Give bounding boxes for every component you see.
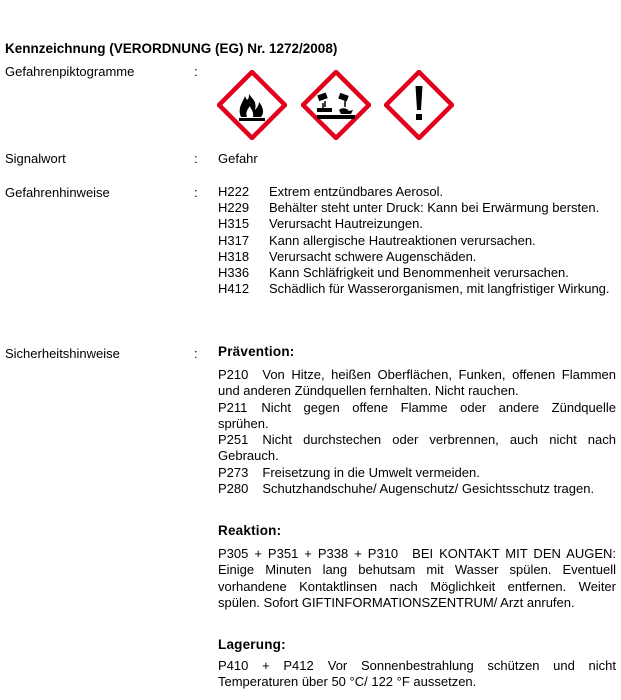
storage-title: Lagerung: [218, 637, 286, 652]
flame-icon [217, 70, 287, 140]
precaution-text: Vor Sonnenbestrahlung schützen und nicht Temperaturen über 50 °C/ 122 °F aussetzen. [218, 658, 617, 690]
hazard-text: Extrem entzündbares Aerosol. [269, 184, 444, 199]
hazard-row [218, 282, 616, 296]
hazards-label: Gefahrenhinweise [5, 185, 110, 200]
precaution-code: P210 [218, 367, 249, 382]
hazard-text: Kann Schläfrigkeit und Benommenheit verursachen. [269, 265, 569, 281]
precaution-item [218, 367, 616, 400]
reaction-title: Reaktion: [218, 523, 282, 538]
precaution-code: P305 + P351 + P338 + P310 [218, 546, 399, 561]
heading: Kennzeichnung (VERORDNUNG (EG) Nr. 1272/2008) [5, 41, 338, 56]
prevention-section [218, 344, 616, 497]
hazard-statements [218, 185, 616, 296]
hazard-text: Verursacht Hautreizungen. [269, 216, 423, 232]
hazard-code: H315 [218, 216, 250, 232]
precaution-code: P280 [218, 481, 249, 497]
reaction-section [218, 523, 616, 611]
precaution-text: Nicht gegen offene Flamme oder andere Zündquelle sprühen. [218, 399, 616, 431]
pictograms-colon: : [194, 64, 198, 79]
hazard-code: H229 [218, 200, 250, 216]
prevention-title: Prävention: [218, 344, 295, 359]
precaution-item [218, 546, 616, 611]
hazard-code: H412 [218, 281, 250, 297]
hazard-text: Kann allergische Hautreaktionen verursachen. [269, 232, 536, 248]
precaution-text: Nicht durchstechen oder verbrennen, auch nicht nach Gebrauch. [218, 432, 616, 464]
precaution-code: P211 [218, 399, 248, 415]
hazard-row [218, 250, 616, 264]
signal-colon: : [194, 151, 198, 166]
hazard-text: Verursacht schwere Augenschäden. [269, 248, 477, 264]
hazard-row [218, 201, 616, 215]
precaution-text: Von Hitze, heißen Oberflächen, Funken, offenen Flammen und anderen Zündquellen fernhalten. Nicht rauchen. [218, 367, 616, 399]
safety-label: Sicherheitshinweise [5, 346, 120, 361]
exclamation-mark-icon [384, 70, 454, 140]
pictograms-label: Gefahrenpiktogramme [5, 64, 135, 79]
storage-section [218, 637, 616, 691]
safety-colon: : [194, 346, 198, 361]
signal-value: Gefahr [218, 151, 258, 166]
hazard-row [218, 217, 616, 231]
precaution-text: BEI KONTAKT MIT DEN AUGEN: Einige Minuten lang behutsam mit Wasser spülen. Eventuell vorhandene Kontaktlinsen nach Möglichkeit entfernen. Weiter spülen. Sofort GIFTINFORMATIONSZENTRUM/ Arzt anrufen. [218, 546, 616, 610]
hazard-row [218, 185, 616, 199]
precaution-item [218, 658, 616, 691]
precaution-item [218, 432, 616, 465]
precaution-text: Freisetzung in die Umwelt vermeiden. [262, 464, 480, 480]
hazard-code: H222 [218, 184, 250, 199]
precaution-text: Schutzhandschuhe/ Augenschutz/ Gesichtsschutz tragen. [262, 481, 595, 497]
hazards-colon: : [194, 185, 198, 200]
hazard-code: H318 [218, 248, 250, 264]
precaution-item [218, 481, 616, 497]
hazard-code: H317 [218, 232, 250, 248]
precaution-code: P410 + P412 [218, 658, 314, 673]
precaution-item [218, 400, 616, 433]
hazard-text: Behälter steht unter Druck: Kann bei Erwärmung bersten. [269, 200, 600, 216]
hazard-text: Schädlich für Wasserorganismen, mit langfristiger Wirkung. [269, 281, 610, 297]
hazard-row [218, 234, 616, 248]
precaution-code: P251 [218, 432, 249, 448]
hazard-row [218, 266, 616, 280]
hazard-code: H336 [218, 265, 250, 281]
precaution-code: P273 [218, 464, 249, 480]
precaution-item [218, 465, 616, 481]
corrosion-icon [301, 70, 371, 140]
signal-label: Signalwort [5, 151, 66, 166]
